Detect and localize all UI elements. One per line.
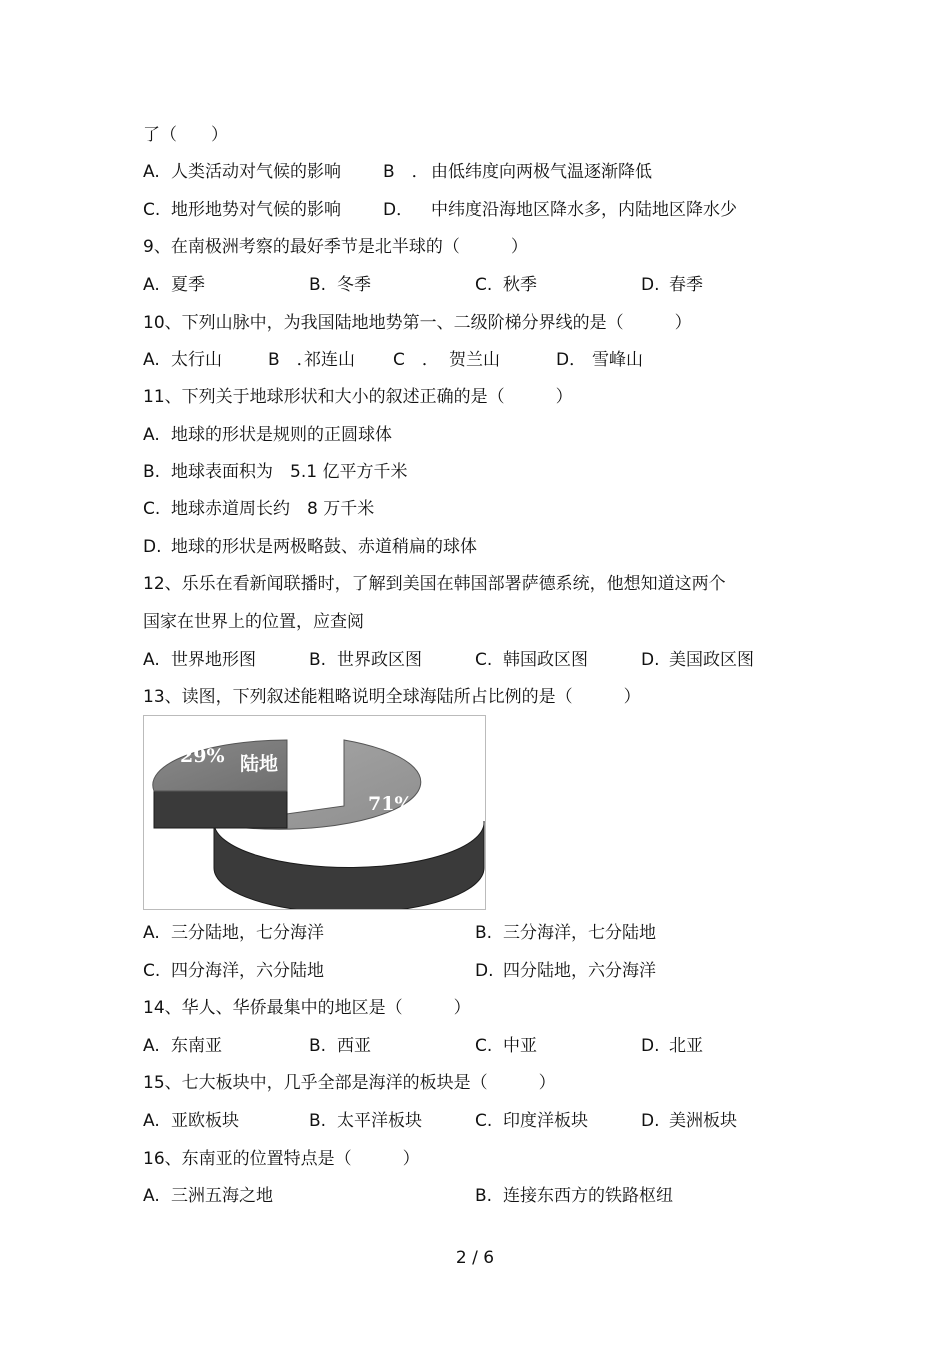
option-letter: B. xyxy=(309,1036,327,1056)
option-letter: B. xyxy=(309,650,327,670)
q13-option-a[interactable] xyxy=(143,922,324,944)
option-text: 连接东西方的铁路枢纽 xyxy=(503,1186,673,1206)
q12-option-d[interactable] xyxy=(641,649,754,671)
option-letter: C. xyxy=(143,961,161,981)
page-number: 2 / 6 xyxy=(455,1248,495,1268)
option-text: 东南亚 xyxy=(171,1036,222,1056)
q11-option-d[interactable] xyxy=(143,536,477,558)
q8-stem-tail: 了（ ） xyxy=(143,125,228,145)
ocean-name-label: 海洋 xyxy=(426,795,465,817)
q11-option-a[interactable] xyxy=(143,424,392,446)
option-letter: D． xyxy=(556,350,587,370)
q13-option-b[interactable] xyxy=(475,922,656,944)
q10-stem: 10、下列山脉中，为我国陆地地势第一、二级阶梯分界线的是（ ） xyxy=(143,313,692,333)
q11-option-c[interactable] xyxy=(143,498,374,520)
q9-option-b[interactable] xyxy=(309,274,371,296)
option-letter: B ． xyxy=(383,162,429,182)
option-letter: C. xyxy=(143,200,161,220)
option-letter: C. xyxy=(475,1111,493,1131)
option-text: 地形地势对气候的影响 xyxy=(171,200,341,220)
q15-option-c[interactable] xyxy=(475,1110,588,1132)
option-letter: D. xyxy=(641,275,660,295)
q10-option-a[interactable] xyxy=(143,349,222,371)
option-text: 春季 xyxy=(669,275,703,295)
option-text: 美国政区图 xyxy=(669,650,754,670)
option-letter: B ． xyxy=(268,350,314,370)
land-value-label: 29% xyxy=(180,745,225,767)
option-text: 雪峰山 xyxy=(592,350,643,370)
option-letter: D. xyxy=(641,1036,660,1056)
option-letter: A. xyxy=(143,162,160,182)
option-letter: A. xyxy=(143,1186,160,1206)
option-text: 秋季 xyxy=(503,275,537,295)
option-letter: B. xyxy=(475,1186,493,1206)
option-text: 世界政区图 xyxy=(337,650,422,670)
q10-option-c[interactable] xyxy=(393,349,500,371)
option-text: 四分海洋，六分陆地 xyxy=(171,961,324,981)
q14-stem: 14、华人、华侨最集中的地区是（ ） xyxy=(143,998,471,1018)
option-letter: D. xyxy=(143,537,162,557)
option-text: 贺兰山 xyxy=(449,350,500,370)
q16-option-b[interactable] xyxy=(475,1185,673,1207)
q12-stem-line2: 国家在世界上的位置，应查阅 xyxy=(143,612,364,632)
q15-option-a[interactable] xyxy=(143,1110,239,1132)
q16-option-a[interactable] xyxy=(143,1185,273,1207)
q10-option-d[interactable] xyxy=(556,349,643,371)
q9-stem: 9、在南极洲考察的最好季节是北半球的（ ） xyxy=(143,237,528,257)
option-text: 三洲五海之地 xyxy=(171,1186,273,1206)
option-letter: C ． xyxy=(393,350,439,370)
q15-option-d[interactable] xyxy=(641,1110,737,1132)
ocean-value-label: 71% xyxy=(368,793,413,815)
option-letter: B. xyxy=(309,275,327,295)
q10-option-b[interactable] xyxy=(268,349,355,371)
option-text: 北亚 xyxy=(669,1036,703,1056)
option-text: 三分海洋，七分陆地 xyxy=(503,923,656,943)
option-text: 世界地形图 xyxy=(171,650,256,670)
q11-option-b[interactable] xyxy=(143,461,407,483)
option-text: 人类活动对气候的影响 xyxy=(171,162,341,182)
land-name-label: 陆地 xyxy=(240,753,279,775)
option-letter: D. xyxy=(475,961,494,981)
option-letter: B. xyxy=(143,462,161,482)
option-text: 亚欧板块 xyxy=(171,1111,239,1131)
option-letter: C. xyxy=(475,275,493,295)
option-letter: A. xyxy=(143,1036,160,1056)
option-text: 西亚 xyxy=(337,1036,371,1056)
option-text: 地球的形状是两极略鼓、赤道稍扁的球体 xyxy=(171,537,477,557)
option-letter: D． xyxy=(383,200,414,220)
q8-option-d[interactable] xyxy=(383,199,737,221)
land-slice-side xyxy=(154,791,287,828)
q9-option-c[interactable] xyxy=(475,274,537,296)
q12-stem-line1: 12、乐乐在看新闻联播时，了解到美国在韩国部署萨德系统，他想知道这两个 xyxy=(143,574,726,594)
option-text: 四分陆地，六分海洋 xyxy=(503,961,656,981)
option-letter: C. xyxy=(475,1036,493,1056)
q12-option-c[interactable] xyxy=(475,649,588,671)
option-text: 中亚 xyxy=(503,1036,537,1056)
option-text: 由低纬度向两极气温逐渐降低 xyxy=(431,162,652,182)
option-text: 地球表面积为 5.1 亿平方千米 xyxy=(171,462,408,482)
q8-option-a[interactable] xyxy=(143,161,341,183)
q8-option-b[interactable] xyxy=(383,161,652,183)
q15-stem: 15、七大板块中，几乎全部是海洋的板块是（ ） xyxy=(143,1073,556,1093)
ocean-slice-side xyxy=(214,821,484,909)
option-letter: A. xyxy=(143,350,160,370)
q14-option-d[interactable] xyxy=(641,1035,703,1057)
q14-option-c[interactable] xyxy=(475,1035,537,1057)
option-letter: C. xyxy=(143,499,161,519)
option-text: 韩国政区图 xyxy=(503,650,588,670)
option-letter: C. xyxy=(475,650,493,670)
option-text: 美洲板块 xyxy=(669,1111,737,1131)
q9-option-a[interactable] xyxy=(143,274,205,296)
option-letter: A. xyxy=(143,275,160,295)
q16-stem: 16、东南亚的位置特点是（ ） xyxy=(143,1149,420,1169)
option-letter: D. xyxy=(641,650,660,670)
option-text: 太平洋板块 xyxy=(337,1111,422,1131)
option-letter: A. xyxy=(143,425,160,445)
q11-stem: 11、下列关于地球形状和大小的叙述正确的是（ ） xyxy=(143,387,573,407)
option-text: 太行山 xyxy=(171,350,222,370)
q8-option-c[interactable] xyxy=(143,199,341,221)
option-text: 印度洋板块 xyxy=(503,1111,588,1131)
q13-option-c[interactable] xyxy=(143,960,324,982)
option-letter: A. xyxy=(143,650,160,670)
option-letter: D. xyxy=(641,1111,660,1131)
option-text: 冬季 xyxy=(337,275,371,295)
option-letter: B. xyxy=(309,1111,327,1131)
option-letter: B. xyxy=(475,923,493,943)
option-text: 中纬度沿海地区降水多，内陆地区降水少 xyxy=(431,200,737,220)
option-text: 三分陆地，七分海洋 xyxy=(171,923,324,943)
option-text: 夏季 xyxy=(171,275,205,295)
q9-option-d[interactable] xyxy=(641,274,703,296)
q14-option-b[interactable] xyxy=(309,1035,371,1057)
option-text: 地球的形状是规则的正圆球体 xyxy=(171,425,392,445)
land-ocean-pie-figure xyxy=(143,715,486,910)
q13-option-d[interactable] xyxy=(475,960,656,982)
q15-option-b[interactable] xyxy=(309,1110,422,1132)
q14-option-a[interactable] xyxy=(143,1035,222,1057)
option-letter: A. xyxy=(143,1111,160,1131)
option-letter: A. xyxy=(143,923,160,943)
pie-chart-svg xyxy=(144,716,485,909)
q13-stem: 13、读图，下列叙述能粗略说明全球海陆所占比例的是（ ） xyxy=(143,687,641,707)
option-text: 祁连山 xyxy=(304,350,355,370)
q12-option-a[interactable] xyxy=(143,649,256,671)
q12-option-b[interactable] xyxy=(309,649,422,671)
option-text: 地球赤道周长约 8 万千米 xyxy=(171,499,375,519)
